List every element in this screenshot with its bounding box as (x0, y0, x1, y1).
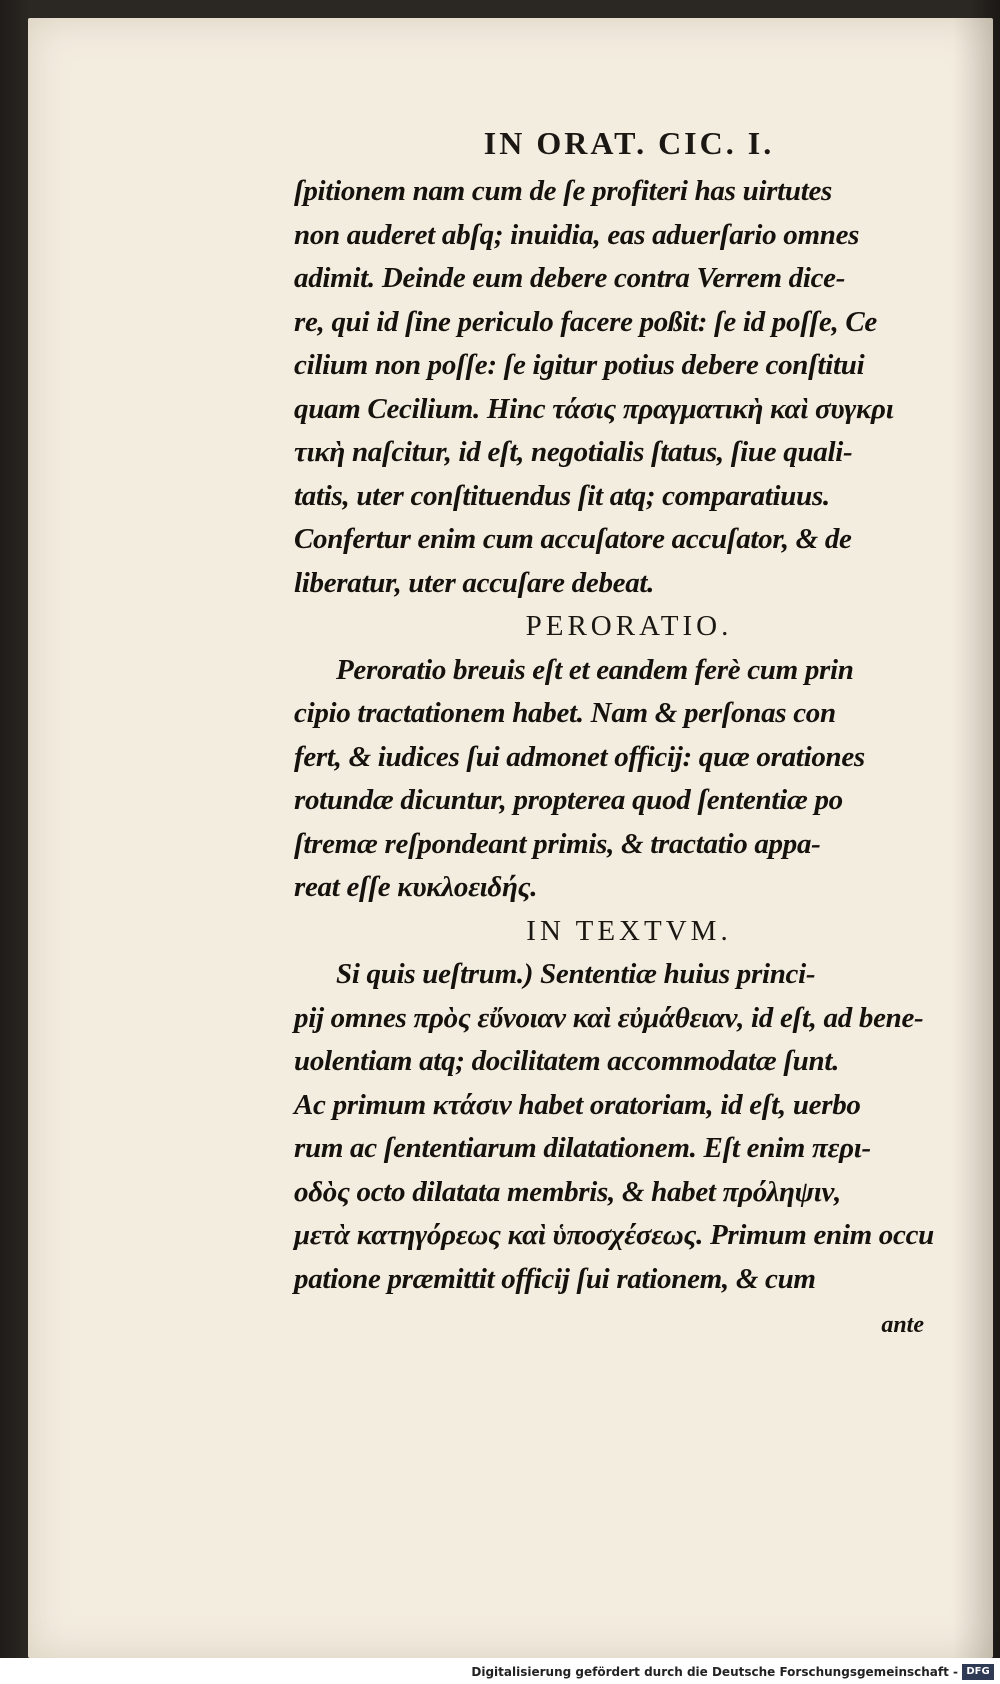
paragraph-textum (294, 953, 964, 1301)
text-line: fert, & iudices ſui admonet officij: quæ orationes (294, 740, 865, 773)
text-line: pij omnes πρὸς εὔνοιαν καὶ εὐμάθειαν, id eſt, ad bene- (294, 1001, 924, 1034)
text-block (294, 118, 964, 1345)
text-line: rum ac ſententiarum dilatationem. Eſt enim περι- (294, 1132, 871, 1164)
text-line: adimit. Deinde eum debere contra Verrem dice- (294, 262, 846, 294)
running-head: IN ORAT. CIC. I. (483, 125, 775, 161)
text-line: reat eſſe κυκλοειδής. (294, 871, 538, 903)
text-line: τικὴ naſcitur, id eſt, negotialis ſtatus, ſiue quali- (294, 436, 853, 468)
text-line: liberatur, uter accuſare debeat. (294, 566, 655, 599)
text-line: Peroratio breuis eſt et eandem ferè cum prin (336, 653, 854, 686)
text-line: ſpitionem nam cum de ſe profiteri has uirtutes (294, 175, 833, 207)
text-line: quam Cecilium. Hinc τάσις πραγματικὴ καὶ συγκρι (294, 392, 894, 425)
text-line: ſtremæ reſpondeant primis, & tractatio appa- (294, 827, 821, 860)
funding-credit: Digitalisierung gefördert durch die Deutsche Forschungsgemeinschaft - (471, 1665, 958, 1679)
text-line: cilium non poſſe: ſe igitur potius debere conſtitui (294, 349, 865, 381)
catchword: ante (881, 1312, 924, 1338)
text-line: re, qui id ſine periculo facere poßit: ſe id poſſe, Ce (294, 305, 878, 338)
text-line: μετὰ κατηγόρεως καὶ ὑποσχέσεως. Primum enim occu (294, 1219, 934, 1251)
digitization-footer (0, 1658, 1000, 1684)
text-line: Ac primum κτάσιν habet oratoriam, id eſt, uerbo (294, 1088, 861, 1121)
section-heading-peroratio: PERORATIO. (525, 610, 733, 642)
text-line: rotundæ dicuntur, propterea quod ſententiæ po (294, 784, 843, 816)
text-line: Si quis ueſtrum.) Sententiæ huius princi- (336, 958, 816, 990)
text-line: patione præmittit officij ſui rationem, & cum (294, 1262, 816, 1295)
text-line: cipio tractationem habet. Nam & perſonas con (294, 697, 836, 729)
paragraph-intro (294, 170, 964, 605)
text-line: tatis, uter conſtituendus ſit atq; comparatiuus. (294, 479, 830, 512)
paragraph-peroratio (294, 649, 964, 910)
text-line: Confertur enim cum accuſatore accuſator, & de (294, 523, 852, 555)
text-line: non auderet abſq; inuidia, eas aduerſario omnes (294, 218, 860, 251)
text-line: οδὸς octo dilatata membris, & habet πρόληψιν, (294, 1175, 842, 1208)
section-heading-in-textum: IN TEXTVM. (526, 914, 732, 947)
dfg-logo: DFG (962, 1664, 994, 1680)
text-line: uolentiam atq; docilitatem accommodatæ ſunt. (294, 1045, 840, 1077)
book-page (28, 18, 993, 1658)
